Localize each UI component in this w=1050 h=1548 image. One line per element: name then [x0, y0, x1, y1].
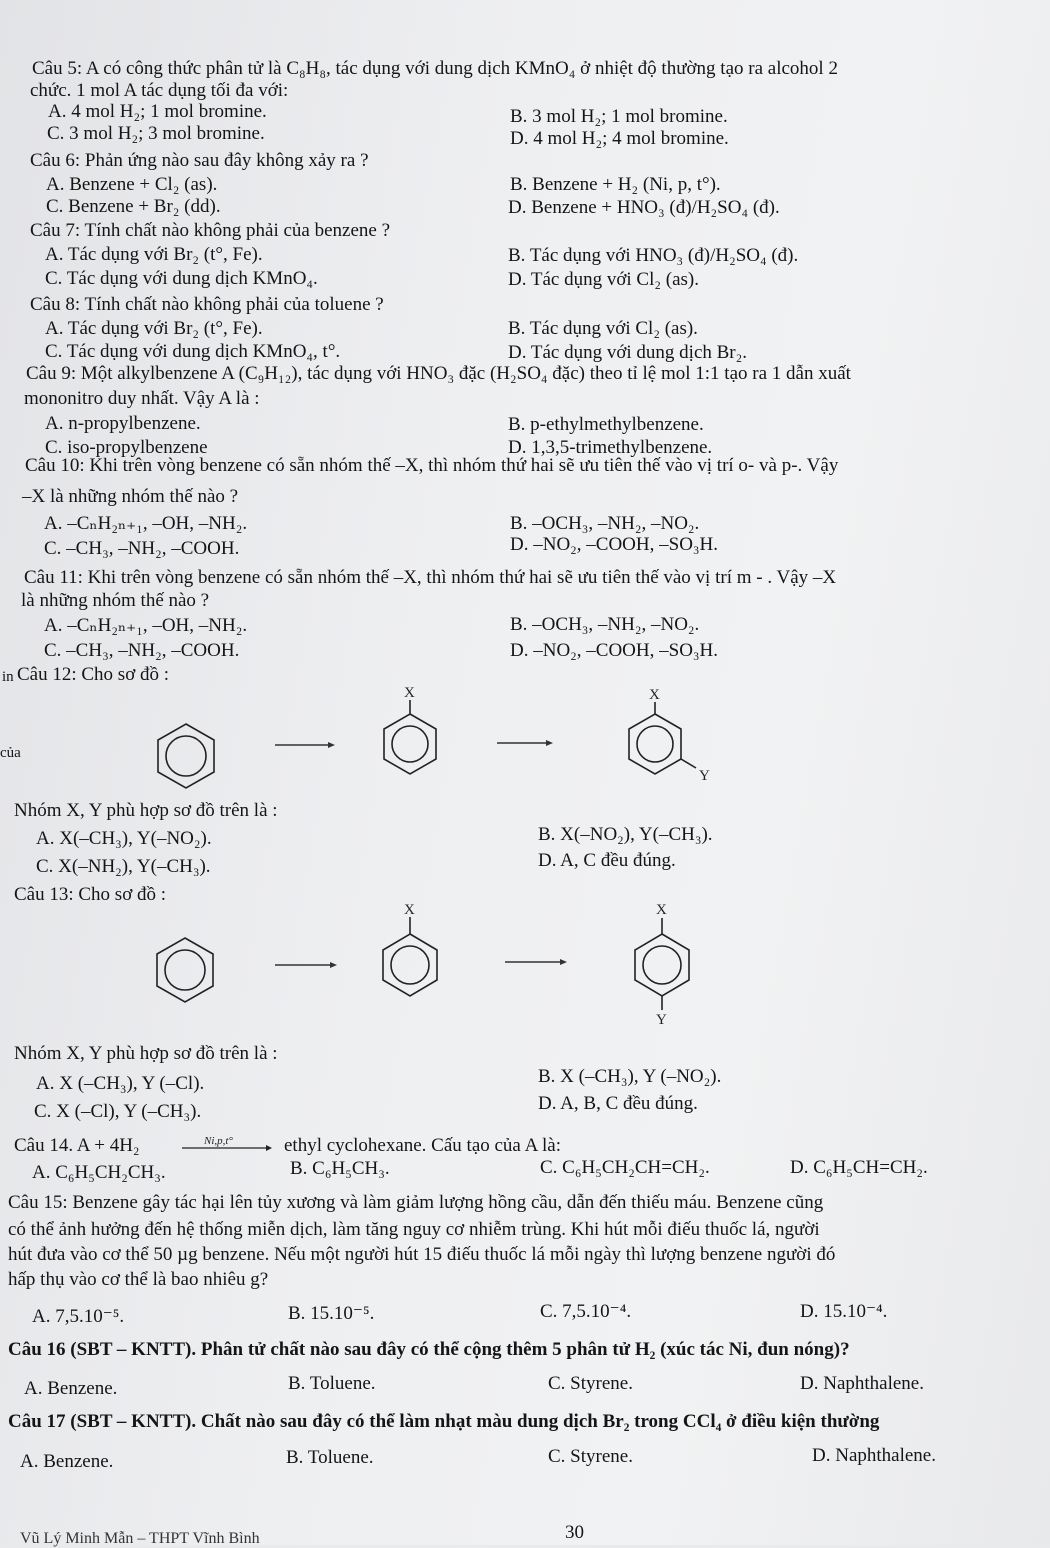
- q10-stem-line1: Câu 10: Khi trên vòng benzene có sẵn nhóm thế –X, thì nhóm thứ hai sẽ ưu tiên thế vào vị trí o- và p-. Vậy: [25, 455, 839, 476]
- q8-option-d: D. Tác dụng với dung dịch Br₂.: [508, 342, 748, 363]
- q16-stem: Câu 16 (SBT – KNTT). Phân tử chất nào sau đây có thể cộng thêm 5 phân tử H₂ (xúc tác Ni, đun nóng)?: [8, 1339, 850, 1360]
- footer-author: Vũ Lý Minh Mẫn – THPT Vĩnh Bình: [20, 1530, 260, 1547]
- margin-text-in: in: [2, 669, 14, 685]
- q15-stem-line2: có thể ảnh hưởng đến hệ thống miễn dịch, làm tăng nguy cơ nhiễm trùng. Khi hút mỗi điếu thuốc lá, người: [8, 1219, 820, 1240]
- q11-stem-line2: là những nhóm thế nào ?: [21, 590, 210, 611]
- q13-benzene-ring-2: [383, 917, 437, 996]
- q14-arrow-condition: Ni,p,t°: [204, 1135, 233, 1147]
- q10-option-a: A. –CₙH₂ₙ₊₁, –OH, –NH₂.: [44, 513, 248, 534]
- q14-stem-left: Câu 14. A + 4H₂: [14, 1135, 140, 1156]
- q13-ring3-y-label: Y: [656, 1012, 667, 1028]
- margin-text-cua: của: [0, 745, 21, 761]
- q9-option-d: D. 1,3,5-trimethylbenzene.: [508, 437, 713, 458]
- q15-option-d: D. 15.10⁻⁴.: [800, 1301, 888, 1322]
- q13-option-d: D. A, B, C đều đúng.: [538, 1093, 698, 1114]
- q12-question: Nhóm X, Y phù hợp sơ đồ trên là :: [14, 800, 278, 821]
- q9-option-a: A. n-propylbenzene.: [45, 413, 201, 434]
- q7-option-c: C. Tác dụng với dung dịch KMnO₄.: [45, 268, 318, 289]
- q12-ring2-x-label: X: [404, 685, 415, 701]
- q9-option-b: B. p-ethylmethylbenzene.: [508, 414, 704, 435]
- q12-stem: Câu 12: Cho sơ đồ :: [17, 664, 170, 685]
- q17-option-d: D. Naphthalene.: [812, 1445, 936, 1466]
- q17-option-b: B. Toluene.: [286, 1447, 374, 1468]
- q6-option-a: A. Benzene + Cl₂ (as).: [46, 174, 218, 195]
- q11-stem-line1: Câu 11: Khi trên vòng benzene có sẵn nhóm thế –X, thì nhóm thứ hai sẽ ưu tiên thế vào vị trí m - . Vậy –X: [24, 567, 837, 588]
- q5-option-d: D. 4 mol H₂; 4 mol bromine.: [510, 128, 729, 149]
- q5-stem-line2: chức. 1 mol A tác dụng tối đa với:: [30, 80, 289, 101]
- q13-benzene-ring-3: [635, 918, 689, 1010]
- q14-stem-right: ethyl cyclohexane. Cấu tạo của A là:: [284, 1135, 561, 1156]
- q15-option-b: B. 15.10⁻⁵.: [288, 1303, 375, 1324]
- q16-option-d: D. Naphthalene.: [800, 1373, 924, 1394]
- q16-option-c: C. Styrene.: [548, 1373, 633, 1394]
- q12-benzene-ring-1: [158, 724, 214, 788]
- q5-option-a: A. 4 mol H₂; 1 mol bromine.: [48, 101, 267, 122]
- q13-stem: Câu 13: Cho sơ đồ :: [14, 884, 167, 905]
- q10-stem-line2: –X là những nhóm thế nào ?: [22, 486, 239, 507]
- q8-option-a: A. Tác dụng với Br₂ (t°, Fe).: [45, 318, 263, 339]
- q13-ring3-x-label: X: [656, 902, 667, 918]
- q5-stem-line1: Câu 5: A có công thức phân tử là C₈H₈, tác dụng với dung dịch KMnO₄ ở nhiệt độ thường tạo ra alcohol 2: [32, 58, 838, 79]
- q10-option-c: C. –CH₃, –NH₂, –COOH.: [44, 538, 240, 559]
- q15-stem-line4: hấp thụ vào cơ thể là bao nhiêu g?: [8, 1269, 269, 1290]
- q15-stem-line3: hút đưa vào cơ thể 50 µg benzene. Nếu một người hút 15 điếu thuốc lá mỗi ngày thì lượng benzene người đó: [8, 1244, 836, 1265]
- q6-option-d: D. Benzene + HNO₃ (đ)/H₂SO₄ (đ).: [508, 197, 780, 218]
- q13-question: Nhóm X, Y phù hợp sơ đồ trên là :: [14, 1043, 278, 1064]
- q6-option-c: C. Benzene + Br₂ (dd).: [46, 196, 221, 217]
- q12-option-a: A. X(–CH₃), Y(–NO₂).: [36, 828, 212, 849]
- q11-option-b: B. –OCH₃, –NH₂, –NO₂.: [510, 614, 700, 635]
- q7-option-d: D. Tác dụng với Cl₂ (as).: [508, 269, 699, 290]
- q8-option-c: C. Tác dụng với dung dịch KMnO₄, t°.: [45, 341, 341, 362]
- q8-stem: Câu 8: Tính chất nào không phải của toluene ?: [30, 294, 384, 315]
- q14-option-a: A. C₆H₅CH₂CH₃.: [32, 1162, 166, 1183]
- q13-option-b: B. X (–CH₃), Y (–NO₂).: [538, 1066, 722, 1087]
- q17-option-a: A. Benzene.: [20, 1451, 114, 1472]
- q6-stem: Câu 6: Phản ứng nào sau đây không xảy ra ?: [30, 150, 369, 171]
- page-number: 30: [565, 1522, 584, 1543]
- q5-option-b: B. 3 mol H₂; 1 mol bromine.: [510, 106, 728, 127]
- q17-option-c: C. Styrene.: [548, 1446, 633, 1467]
- q11-option-a: A. –CₙH₂ₙ₊₁, –OH, –NH₂.: [44, 615, 248, 636]
- q11-option-d: D. –NO₂, –COOH, –SO₃H.: [510, 640, 719, 661]
- q17-stem: Câu 17 (SBT – KNTT). Chất nào sau đây có thể làm nhạt màu dung dịch Br₂ trong CCl₄ ở điều kiện thường: [8, 1411, 880, 1432]
- q12-ring3-x-label: X: [649, 687, 660, 703]
- q13-option-c: C. X (–Cl), Y (–CH₃).: [34, 1101, 202, 1122]
- q14-reaction-arrow: [180, 1132, 270, 1156]
- q12-ring3-y-label: Y: [699, 768, 710, 784]
- q12-option-c: C. X(–NH₂), Y(–CH₃).: [36, 856, 211, 877]
- q11-option-c: C. –CH₃, –NH₂, –COOH.: [44, 640, 240, 661]
- q13-ring2-x-label: X: [404, 902, 415, 918]
- q15-option-c: C. 7,5.10⁻⁴.: [540, 1301, 632, 1322]
- q15-stem-line1: Câu 15: Benzene gây tác hại lên tủy xương và làm giảm lượng hồng cầu, dẫn đến thiếu máu. Benzene cũng: [8, 1192, 824, 1213]
- q10-option-d: D. –NO₂, –COOH, –SO₃H.: [510, 534, 719, 555]
- q7-stem: Câu 7: Tính chất nào không phải của benzene ?: [30, 220, 390, 241]
- q10-option-b: B. –OCH₃, –NH₂, –NO₂.: [510, 513, 700, 534]
- q15-option-a: A. 7,5.10⁻⁵.: [32, 1306, 125, 1327]
- q7-option-b: B. Tác dụng với HNO₃ (đ)/H₂SO₄ (đ).: [508, 245, 799, 266]
- q16-option-b: B. Toluene.: [288, 1373, 376, 1394]
- q8-option-b: B. Tác dụng với Cl₂ (as).: [508, 318, 698, 339]
- q12-benzene-ring-3: [629, 702, 696, 774]
- q16-option-a: A. Benzene.: [24, 1378, 118, 1399]
- q9-option-c: C. iso-propylbenzene: [45, 437, 208, 458]
- q13-benzene-ring-1: [157, 938, 213, 1002]
- q7-option-a: A. Tác dụng với Br₂ (t°, Fe).: [45, 244, 263, 265]
- q12-option-d: D. A, C đều đúng.: [538, 850, 676, 871]
- q14-option-d: D. C₆H₅CH=CH₂.: [790, 1157, 928, 1178]
- q12-option-b: B. X(–NO₂), Y(–CH₃).: [538, 824, 713, 845]
- q9-stem-line2: mononitro duy nhất. Vậy A là :: [24, 388, 260, 409]
- q14-option-b: B. C₆H₅CH₃.: [290, 1158, 390, 1179]
- q13-option-a: A. X (–CH₃), Y (–Cl).: [36, 1073, 205, 1094]
- q14-option-c: C. C₆H₅CH₂CH=CH₂.: [540, 1157, 710, 1178]
- q12-benzene-ring-2: [384, 700, 436, 774]
- q5-option-c: C. 3 mol H₂; 3 mol bromine.: [47, 123, 265, 144]
- q9-stem-line1: Câu 9: Một alkylbenzene A (C₉H₁₂), tác dụng với HNO₃ đặc (H₂SO₄ đặc) theo tỉ lệ mol 1:1 tạo ra 1 dẫn xuất: [26, 363, 851, 384]
- q6-option-b: B. Benzene + H₂ (Ni, p, t°).: [510, 174, 721, 195]
